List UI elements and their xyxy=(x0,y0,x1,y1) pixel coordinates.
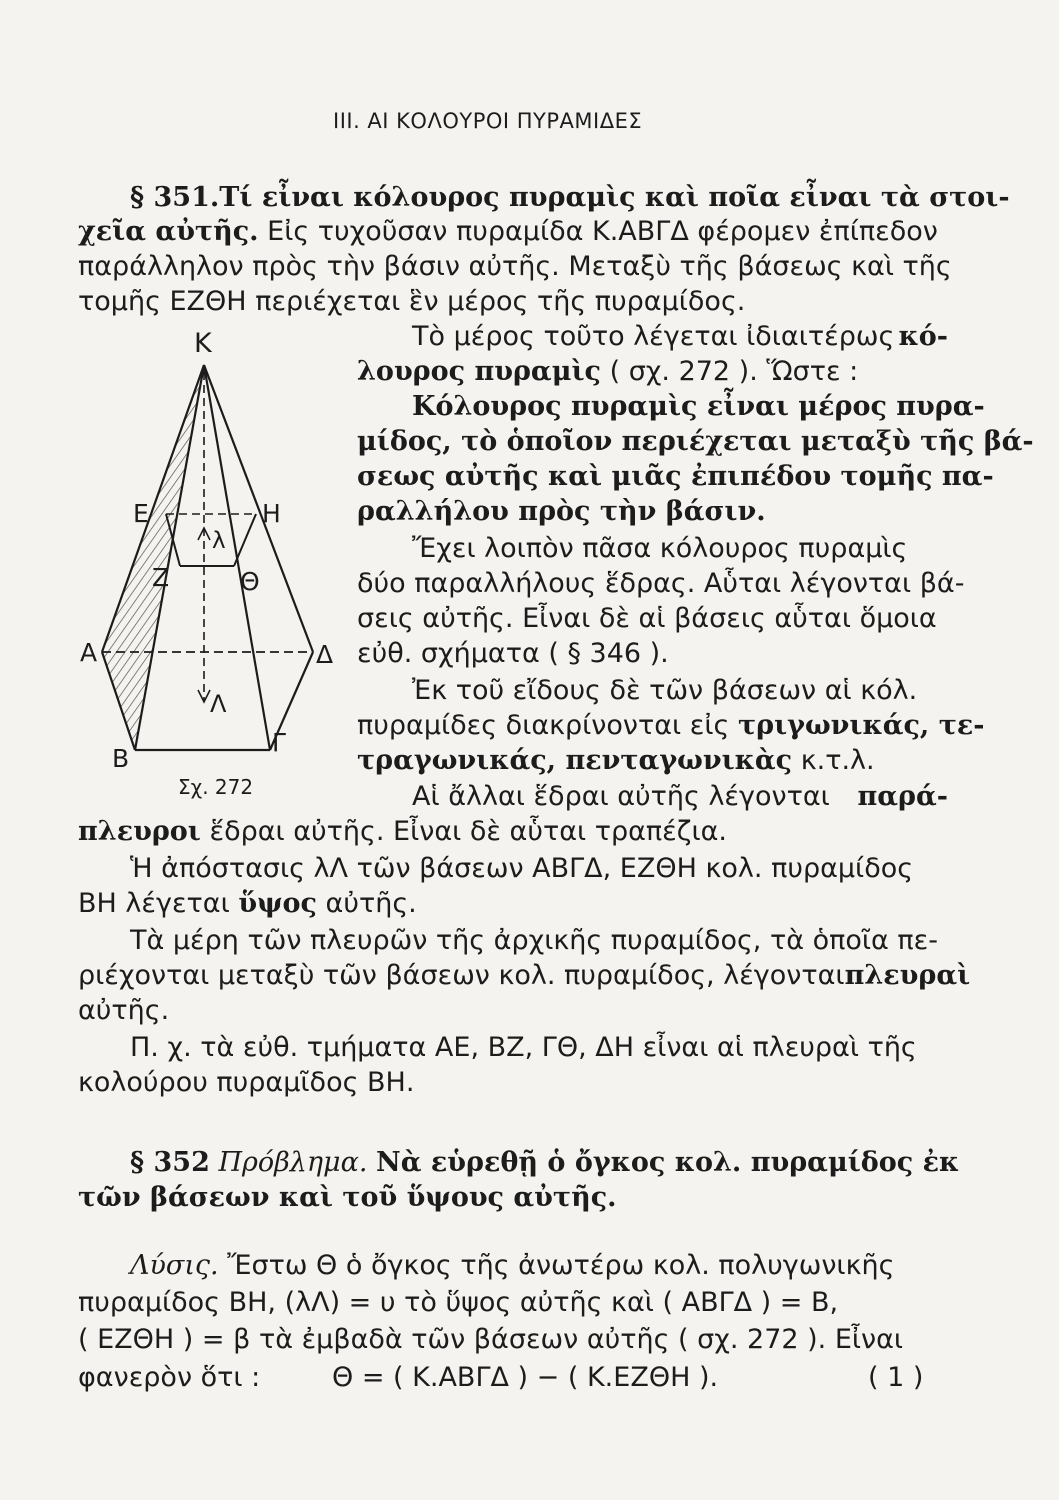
definition-line: ραλλήλου πρὸς τὴν βάσιν. xyxy=(357,496,766,527)
paragraph-text: πυραμίδες διακρίνονται εἰς xyxy=(357,710,730,741)
text-line: φανερὸν ὅτι : xyxy=(78,1362,261,1393)
section-352-title-a: Νὰ εὑρεθῇ ὁ ὄγκος κολ. πυραμίδος ἐκ xyxy=(376,1147,960,1178)
text-line xyxy=(78,959,971,993)
term-bold: παρά- xyxy=(857,781,948,812)
paragraph-text: ( σχ. 272 ). Ὥστε : xyxy=(609,356,859,387)
text-line: Ἐκ τοῦ εἴδους δὲ τῶν βάσεων αἱ κόλ. xyxy=(412,675,918,706)
label-Th: Θ xyxy=(240,567,260,596)
paragraph-text: παράλληλον πρὸς τὴν βάσιν αὐτῆς. Μεταξὺ τῆς βάσεως καὶ τῆς xyxy=(78,251,952,282)
term-bold: τριγωνικάς, τε- xyxy=(737,710,985,741)
text-line: εὐθ. σχήματα ( § 346 ). xyxy=(357,638,669,669)
label-Lambda: Λ xyxy=(210,690,227,718)
term-bold: ὕψος xyxy=(238,888,317,919)
text-line: ( ΕΖΘΗ ) = β τὰ ἐμβαδὰ τῶν βάσεων αὐτῆς ( σχ. 272 ). Εἶναι xyxy=(78,1324,904,1355)
text-line: Τὰ μέρη τῶν πλευρῶν τῆς ἀρχικῆς πυραμίδος, τὰ ὁποῖα πε- xyxy=(130,925,939,956)
paragraph-text: Εἰς τυχοῦσαν πυραμίδα Κ.ΑΒΓΔ φέρομεν ἐπίπεδον xyxy=(267,216,938,247)
definition-line: σεως αὐτῆς καὶ μιᾶς ἐπιπέδου τομῆς πα- xyxy=(357,461,994,492)
label-B: Β xyxy=(112,744,130,773)
text-line xyxy=(78,215,948,249)
text-line: αὐτῆς. xyxy=(78,995,170,1026)
text-line xyxy=(357,355,858,389)
text-line: δύο παραλλήλους ἕδρας. Αὗται λέγονται βά- xyxy=(357,568,965,599)
text-line: κολούρου πυραμῖδος ΒΗ. xyxy=(78,1067,415,1098)
label-E: Ε xyxy=(133,499,149,528)
figure-caption: Σχ. 272 xyxy=(178,775,254,799)
paragraph-text: ἕδραι αὐτῆς. Εἶναι δὲ αὗται τραπέζια. xyxy=(209,816,727,847)
term-bold: πλευραὶ xyxy=(844,960,971,991)
paragraph-text: Αἱ ἄλλαι ἕδραι αὐτῆς λέγονται xyxy=(412,781,830,812)
section-352-title xyxy=(130,1146,959,1180)
label-H: Η xyxy=(262,499,281,528)
paragraph-text: ΒΗ λέγεται xyxy=(78,888,230,919)
text-line xyxy=(412,320,948,354)
section-351-title-b: χεῖα αὐτῆς. xyxy=(78,216,259,247)
label-K: Κ xyxy=(194,328,212,359)
label-Z: Ζ xyxy=(152,563,170,592)
solution-label: Λύσις. xyxy=(130,1250,219,1281)
paragraph-text: αὐτῆς. xyxy=(325,888,417,919)
term-bold: πλευροι xyxy=(78,816,201,847)
section-ezth xyxy=(166,514,256,566)
text-line xyxy=(78,250,952,284)
term-bold: λουρος πυραμὶς xyxy=(357,356,601,387)
section-351-title-a: Τί εἶναι κόλουρος πυραμὶς καὶ ποῖα εἶναι τὰ στοι- xyxy=(219,182,1010,213)
section-351-number: § 351. xyxy=(130,182,220,213)
text-line: τομῆς ΕΖΘΗ περιέχεται ἓν μέρος τῆς πυραμίδος. xyxy=(78,286,746,317)
equation-number: ( 1 ) xyxy=(868,1362,924,1393)
text-line xyxy=(130,1249,894,1283)
paragraph-text: Τὸ μέρος τοῦτο λέγεται ἰδιαιτέρως xyxy=(412,321,895,352)
section-351-title xyxy=(130,181,1010,215)
text-line: Ἡ ἀπόστασις λΛ τῶν βάσεων ΑΒΓΔ, ΕΖΘΗ κολ. πυραμίδος xyxy=(130,853,914,884)
formula: Θ = ( Κ.ΑΒΓΔ ) − ( Κ.ΕΖΘΗ ). xyxy=(332,1362,719,1393)
page-heading: ΙΙΙ. ΑΙ ΚΟΛΟΥΡΟΙ ΠΥΡΑΜΙΔΕΣ xyxy=(333,109,643,133)
hatched-face xyxy=(102,365,204,750)
paragraph-text: κ.τ.λ. xyxy=(800,745,875,776)
paragraph-text: ριέχονται μεταξὺ τῶν βάσεων κολ. πυραμίδος, λέγονται xyxy=(78,960,845,991)
text-line xyxy=(357,744,875,778)
label-lambda: λ xyxy=(212,528,226,554)
text-line xyxy=(412,780,948,814)
text-line: σεις αὐτῆς. Εἶναι δὲ αἱ βάσεις αὗται ὅμοια xyxy=(357,603,937,634)
term-bold: κό- xyxy=(898,321,948,352)
text-line xyxy=(78,887,417,921)
label-G: Γ xyxy=(272,728,286,757)
section-352-number: § 352 xyxy=(130,1147,210,1178)
text-line xyxy=(78,815,727,849)
term-bold: τραγωνικάς, πενταγωνικὰς xyxy=(357,745,793,776)
section-352-title-b: τῶν βάσεων καὶ τοῦ ὕψους αὐτῆς. xyxy=(78,1182,617,1213)
label-A: Α xyxy=(80,638,98,667)
paragraph-text: Ἔστω Θ ὁ ὄγκος τῆς ἀνωτέρω κολ. πολυγωνικῆς xyxy=(227,1250,895,1281)
text-line: Π. χ. τὰ εὐθ. τμήματα ΑΕ, ΒΖ, ΓΘ, ΔΗ εἶναι αἱ πλευραὶ τῆς xyxy=(130,1032,917,1063)
definition-line: μίδος, τὸ ὁποῖον περιέχεται μεταξὺ τῆς βά- xyxy=(357,426,1034,457)
figure-272 xyxy=(70,320,350,800)
label-D: Δ xyxy=(316,640,334,669)
problem-label: Πρόβλημα. xyxy=(218,1147,368,1178)
text-line xyxy=(357,709,985,743)
text-line: πυραμίδος ΒΗ, (λΛ) = υ τὸ ὕψος αὐτῆς καὶ ( ΑΒΓΔ ) = Β, xyxy=(78,1287,839,1318)
definition-line: Κόλουρος πυραμὶς εἶναι μέρος πυρα- xyxy=(412,391,985,422)
text-line: Ἔχει λοιπὸν πᾶσα κόλουρος πυραμὶς xyxy=(412,533,908,564)
